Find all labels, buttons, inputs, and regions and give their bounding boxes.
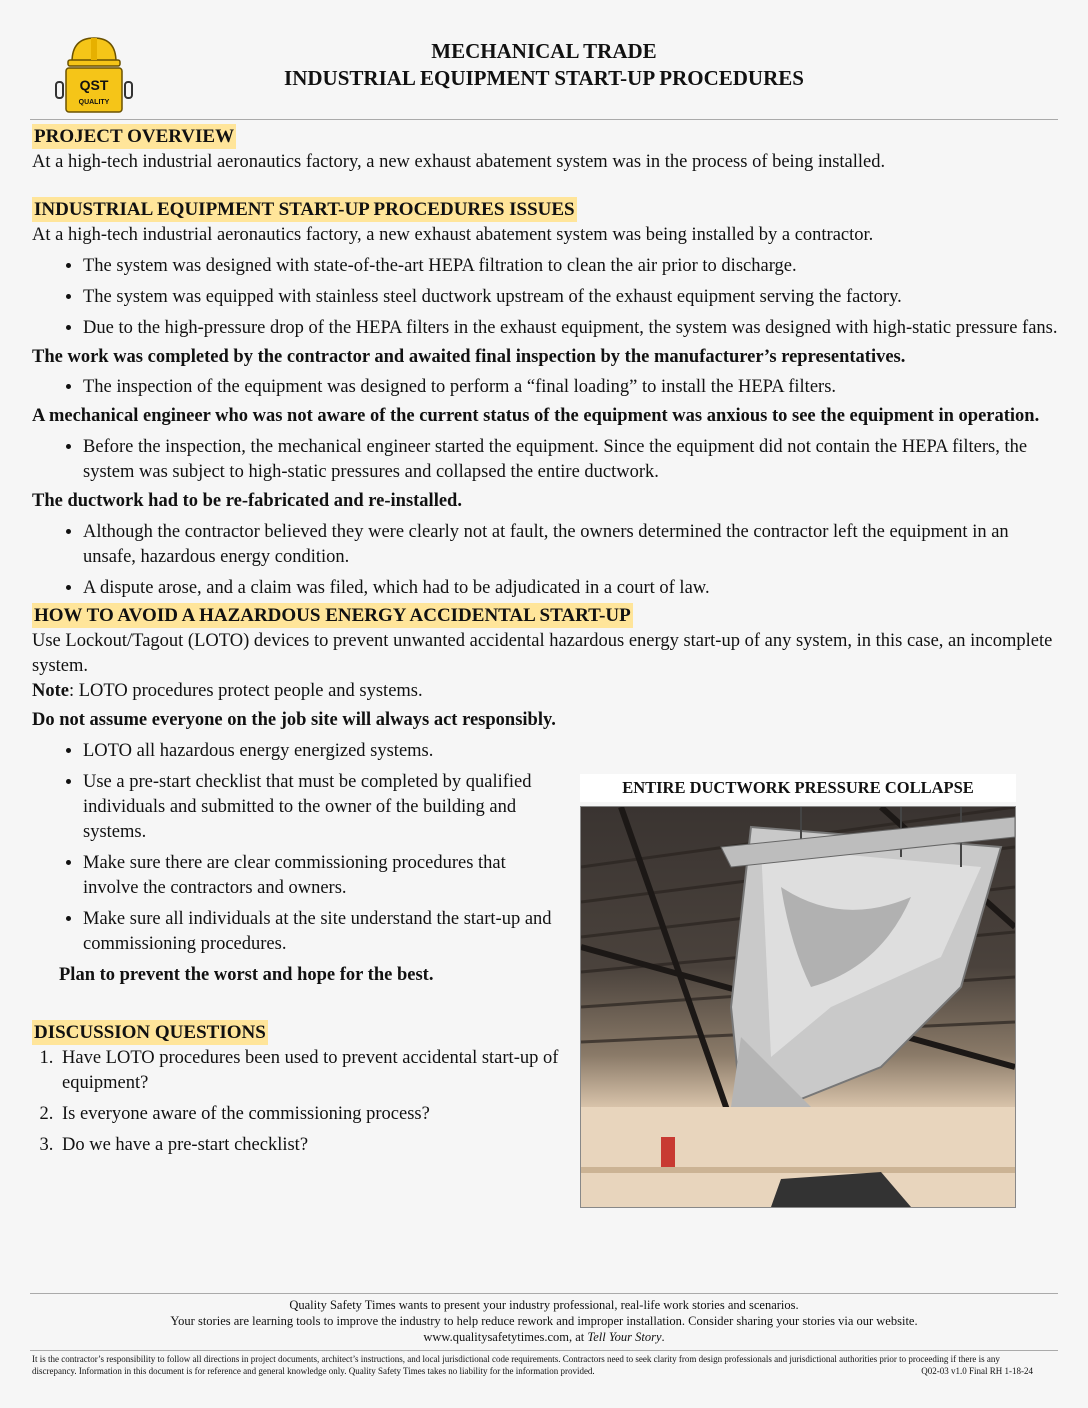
list-item: 1. Have LOTO procedures been used to prevent accidental start-up of equipment? xyxy=(58,1046,562,1096)
overview-text: At a high-tech industrial aeronautics factory, a new exhaust abatement system was in the process of being installed. xyxy=(32,152,886,172)
footer-divider xyxy=(30,1293,1058,1294)
logo-text: QST xyxy=(79,77,109,93)
issues-bold-2: A mechanical engineer who was not aware of the current status of the equipment was anxious to see the equipment in operation. xyxy=(32,406,1040,426)
list-item: • Make sure there are clear commissioning procedures that involve the contractors and owners. xyxy=(83,851,562,901)
note-text: : LOTO procedures protect people and systems. xyxy=(68,681,423,701)
document-code: Q02-03 v1.0 Final RH 1-18-24 xyxy=(921,1366,1033,1376)
avoid-left-column xyxy=(32,679,562,1158)
list-item: • The system was designed with state-of-the-art HEPA filtration to clean the air prior to discharge. xyxy=(83,254,1058,279)
ductwork-collapse-photo xyxy=(580,806,1016,1208)
title-line-2: INDUSTRIAL EQUIPMENT START-UP PROCEDURES xyxy=(284,66,804,90)
avoid-intro: Use Lockout/Tagout (LOTO) devices to prevent unwanted accidental hazardous energy start-up of any system, in this case, an incomplete system. xyxy=(32,631,1053,676)
issues-list-4 xyxy=(32,520,1058,601)
avoid-bold: Do not assume everyone on the job site will always act responsibly. xyxy=(32,710,556,730)
header-divider xyxy=(30,119,1058,120)
list-item: • The inspection of the equipment was designed to perform a “final loading” to install the HEPA filters. xyxy=(83,375,1058,400)
footer-period: . xyxy=(661,1330,665,1344)
discussion-list xyxy=(32,1046,562,1158)
page-title xyxy=(160,38,928,92)
issues-list-1 xyxy=(32,254,1058,341)
list-item: • LOTO all hazardous energy energized systems. xyxy=(83,739,562,764)
issues-list-3 xyxy=(32,435,1058,485)
avoid-heading: HOW TO AVOID A HAZARDOUS ENERGY ACCIDENTAL START-UP xyxy=(34,605,631,626)
footer-url-text: www.qualitysafetytimes.com, at xyxy=(423,1330,588,1344)
footer-line-1: Quality Safety Times wants to present your industry professional, real-life work stories and scenarios. xyxy=(289,1298,799,1312)
disclaimer-divider xyxy=(30,1350,1058,1351)
footer-line-3 xyxy=(30,1329,1058,1345)
photo-illustration xyxy=(581,807,1015,1207)
list-item: • Use a pre-start checklist that must be completed by qualified individuals and submitted to the owner of the building and systems. xyxy=(83,770,562,845)
list-item: • A dispute arose, and a claim was filed, which had to be adjudicated in a court of law. xyxy=(83,576,1058,601)
list-item: • The system was equipped with stainless steel ductwork upstream of the exhaust equipment serving the factory. xyxy=(83,285,1058,310)
tell-your-story-link[interactable]: Tell Your Story xyxy=(587,1330,662,1344)
disclaimer-text: It is the contractor’s responsibility to follow all directions in project documents, architect’s instructions, and local jurisdictional code requirements. Contractors need to seek clarity from design professionals and jurisdictional authorities prior to proceeding if there is any discrepancy. Information in this document is for reference and general knowledge only. Quality Safety Times takes no liability for the information provided. xyxy=(32,1354,1000,1376)
title-line-1: MECHANICAL TRADE xyxy=(431,39,657,63)
avoid-list xyxy=(32,739,562,957)
issues-intro: At a high-tech industrial aeronautics factory, a new exhaust abatement system was being installed by a contractor. xyxy=(32,225,874,245)
issues-bold-3: The ductwork had to be re-fabricated and re-installed. xyxy=(32,491,462,511)
avoid-note xyxy=(32,679,562,704)
list-item: 3. Do we have a pre-start checklist? xyxy=(58,1133,562,1158)
qst-logo xyxy=(52,32,136,116)
list-item: • Due to the high-pressure drop of the HEPA filters in the exhaust equipment, the system was designed with high-static pressure fans. xyxy=(83,316,1058,341)
list-item: • Before the inspection, the mechanical engineer started the equipment. Since the equipment did not contain the HEPA filters, the system was subject to high-static pressures and collapsed the entire ductwork. xyxy=(83,435,1058,485)
photo-figure xyxy=(580,774,1016,1208)
photo-caption: ENTIRE DUCTWORK PRESSURE COLLAPSE xyxy=(580,774,1016,802)
overview-heading: PROJECT OVERVIEW xyxy=(34,126,235,147)
note-label: Note xyxy=(32,681,69,701)
footer xyxy=(30,1297,1058,1345)
logo-subtext: QUALITY xyxy=(78,99,110,106)
discussion-heading: DISCUSSION QUESTIONS xyxy=(34,1022,266,1043)
footer-line-2: Your stories are learning tools to improve the industry to help reduce rework and improper installation. Consider sharing your stories via our website. xyxy=(170,1314,918,1328)
list-item: • Make sure all individuals at the site understand the start-up and commissioning procedures. xyxy=(83,907,562,957)
issues-heading: INDUSTRIAL EQUIPMENT START-UP PROCEDURES ISSUES xyxy=(34,199,575,220)
issues-bold-1: The work was completed by the contractor and awaited final inspection by the manufacturer’s representatives. xyxy=(32,347,906,367)
list-item: 2. Is everyone aware of the commissioning process? xyxy=(58,1102,562,1127)
issues-list-2 xyxy=(32,375,1058,400)
avoid-closing: Plan to prevent the worst and hope for the best. xyxy=(59,965,434,985)
list-item: • Although the contractor believed they were clearly not at fault, the owners determined the contractor left the equipment in an unsafe, hazardous energy condition. xyxy=(83,520,1058,570)
